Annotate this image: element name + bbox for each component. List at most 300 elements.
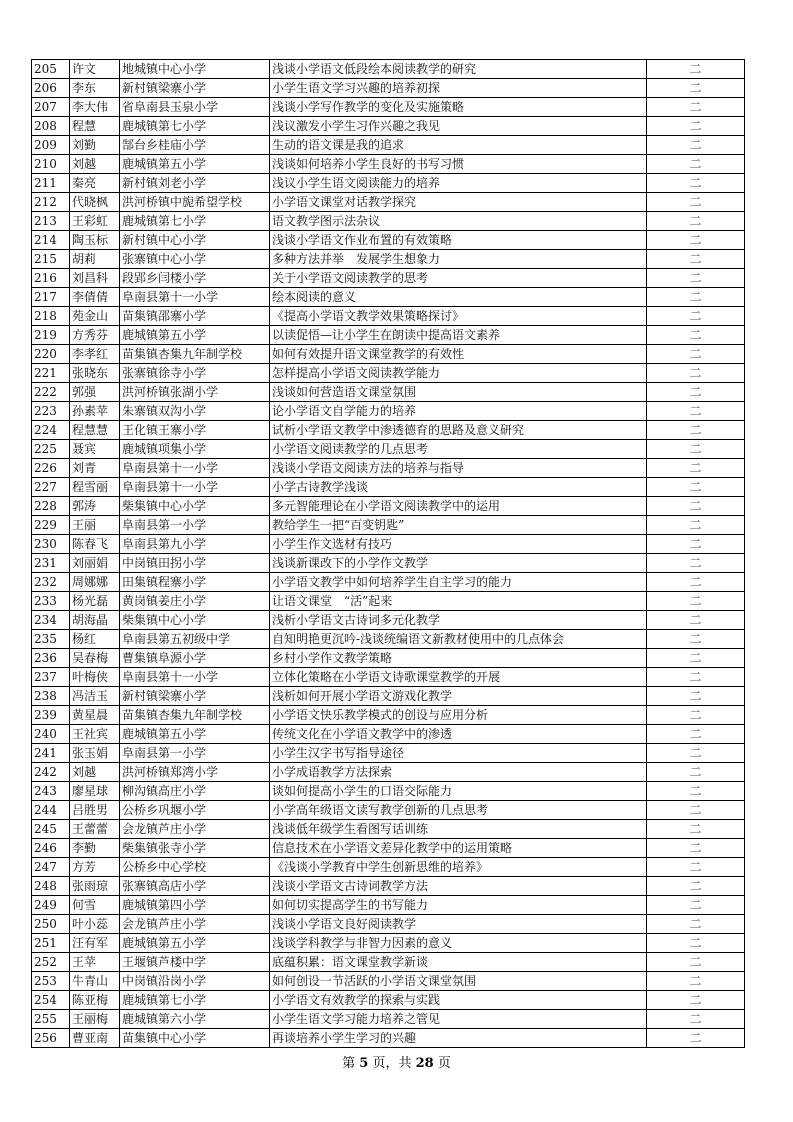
author-name-cell: 胡海晶 <box>70 611 120 630</box>
author-name-cell: 李大伟 <box>70 98 120 117</box>
school-name-cell: 阜南县第一小学 <box>120 744 270 763</box>
results-table <box>31 59 745 1048</box>
row-number-cell: 235 <box>32 630 70 649</box>
table-row <box>32 820 745 839</box>
school-name-cell: 苗集镇杏集九年制学校 <box>120 345 270 364</box>
author-name-cell: 黄星晨 <box>70 706 120 725</box>
author-name-cell: 王苹 <box>70 953 120 972</box>
author-name-cell: 李东 <box>70 79 120 98</box>
row-number-cell: 245 <box>32 820 70 839</box>
row-number-cell: 249 <box>32 896 70 915</box>
author-name-cell: 汪有军 <box>70 934 120 953</box>
award-grade-cell: 二 <box>647 307 745 326</box>
award-grade-cell: 二 <box>647 364 745 383</box>
school-name-cell: 张寨镇高店小学 <box>120 877 270 896</box>
award-grade-cell: 二 <box>647 953 745 972</box>
author-name-cell: 王社宾 <box>70 725 120 744</box>
table-row <box>32 706 745 725</box>
award-grade-cell: 二 <box>647 269 745 288</box>
author-name-cell: 刘越 <box>70 155 120 174</box>
row-number-cell: 206 <box>32 79 70 98</box>
row-number-cell: 247 <box>32 858 70 877</box>
paper-title-cell: 小学语文快乐教学模式的创设与应用分析 <box>270 706 647 725</box>
table-row <box>32 763 745 782</box>
author-name-cell: 何雪 <box>70 896 120 915</box>
paper-title-cell: 浅谈小学语文低段绘本阅读教学的研究 <box>270 60 647 79</box>
table-row <box>32 972 745 991</box>
row-number-cell: 254 <box>32 991 70 1010</box>
table-row <box>32 345 745 364</box>
row-number-cell: 217 <box>32 288 70 307</box>
school-name-cell: 张寨镇中心小学 <box>120 250 270 269</box>
school-name-cell: 王化镇王寨小学 <box>120 421 270 440</box>
paper-title-cell: 《浅谈小学教育中学生创新思维的培养》 <box>270 858 647 877</box>
row-number-cell: 230 <box>32 535 70 554</box>
paper-title-cell: 底蕴积累：语文课堂教学新谈 <box>270 953 647 972</box>
author-name-cell: 吕胜男 <box>70 801 120 820</box>
row-number-cell: 253 <box>32 972 70 991</box>
table-row <box>32 117 745 136</box>
school-name-cell: 柴集镇张寺小学 <box>120 839 270 858</box>
paper-title-cell: 浅谈学科教学与非智力因素的意义 <box>270 934 647 953</box>
author-name-cell: 陈春飞 <box>70 535 120 554</box>
award-grade-cell: 二 <box>647 820 745 839</box>
table-row <box>32 288 745 307</box>
school-name-cell: 阜南县第一小学 <box>120 516 270 535</box>
school-name-cell: 阜南县第十一小学 <box>120 478 270 497</box>
school-name-cell: 鹿城镇第五小学 <box>120 155 270 174</box>
author-name-cell: 陶玉标 <box>70 231 120 250</box>
award-grade-cell: 二 <box>647 193 745 212</box>
school-name-cell: 中岗镇沿岗小学 <box>120 972 270 991</box>
school-name-cell: 鹿城镇第五小学 <box>120 725 270 744</box>
school-name-cell: 鹿城镇第七小学 <box>120 991 270 1010</box>
row-number-cell: 223 <box>32 402 70 421</box>
paper-title-cell: 教给学生一把“百变钥匙” <box>270 516 647 535</box>
footer-suffix: 页 <box>433 1056 451 1071</box>
award-grade-cell: 二 <box>647 516 745 535</box>
row-number-cell: 221 <box>32 364 70 383</box>
row-number-cell: 226 <box>32 459 70 478</box>
row-number-cell: 212 <box>32 193 70 212</box>
row-number-cell: 246 <box>32 839 70 858</box>
author-name-cell: 陈亚梅 <box>70 991 120 1010</box>
award-grade-cell: 二 <box>647 250 745 269</box>
school-name-cell: 阜南县第十一小学 <box>120 668 270 687</box>
paper-title-cell: 让语文课堂 “活”起来 <box>270 592 647 611</box>
row-number-cell: 215 <box>32 250 70 269</box>
row-number-cell: 216 <box>32 269 70 288</box>
author-name-cell: 杨红 <box>70 630 120 649</box>
author-name-cell: 李孝红 <box>70 345 120 364</box>
paper-title-cell: 浅谈小学语文作业布置的有效策略 <box>270 231 647 250</box>
award-grade-cell: 二 <box>647 877 745 896</box>
author-name-cell: 秦亮 <box>70 174 120 193</box>
author-name-cell: 程慧 <box>70 117 120 136</box>
award-grade-cell: 二 <box>647 592 745 611</box>
table-row <box>32 136 745 155</box>
award-grade-cell: 二 <box>647 212 745 231</box>
school-name-cell: 鹿城镇项集小学 <box>120 440 270 459</box>
row-number-cell: 222 <box>32 383 70 402</box>
award-grade-cell: 二 <box>647 573 745 592</box>
table-row <box>32 174 745 193</box>
footer-prefix: 第 <box>342 1056 360 1071</box>
award-grade-cell: 二 <box>647 60 745 79</box>
award-grade-cell: 二 <box>647 915 745 934</box>
row-number-cell: 229 <box>32 516 70 535</box>
table-row <box>32 573 745 592</box>
author-name-cell: 刘昌科 <box>70 269 120 288</box>
author-name-cell: 方芳 <box>70 858 120 877</box>
paper-title-cell: 浅谈小学写作教学的变化及实施策略 <box>270 98 647 117</box>
row-number-cell: 252 <box>32 953 70 972</box>
paper-title-cell: 浅谈小学语文阅读方法的培养与指导 <box>270 459 647 478</box>
paper-title-cell: 浅谈小学语文古诗词教学方法 <box>270 877 647 896</box>
school-name-cell: 阜南县第十一小学 <box>120 288 270 307</box>
school-name-cell: 王堰镇芦楼中学 <box>120 953 270 972</box>
table-row <box>32 554 745 573</box>
table-row <box>32 60 745 79</box>
paper-title-cell: 浅谈如何培养小学生良好的书写习惯 <box>270 155 647 174</box>
paper-title-cell: 小学古诗教学浅谈 <box>270 478 647 497</box>
table-row <box>32 611 745 630</box>
page-footer <box>0 1052 793 1071</box>
school-name-cell: 新村镇中心小学 <box>120 231 270 250</box>
table-row <box>32 649 745 668</box>
school-name-cell: 苗集镇杏集九年制学校 <box>120 706 270 725</box>
award-grade-cell: 二 <box>647 117 745 136</box>
row-number-cell: 209 <box>32 136 70 155</box>
award-grade-cell: 二 <box>647 231 745 250</box>
table-row <box>32 858 745 877</box>
paper-title-cell: 小学高年级语文读写教学创新的几点思考 <box>270 801 647 820</box>
author-name-cell: 周娜娜 <box>70 573 120 592</box>
school-name-cell: 鹿城镇第五小学 <box>120 934 270 953</box>
school-name-cell: 苗集镇中心小学 <box>120 1029 270 1048</box>
author-name-cell: 刘丽娟 <box>70 554 120 573</box>
award-grade-cell: 二 <box>647 79 745 98</box>
row-number-cell: 248 <box>32 877 70 896</box>
school-name-cell: 新村镇梁寨小学 <box>120 79 270 98</box>
award-grade-cell: 二 <box>647 174 745 193</box>
table-row <box>32 782 745 801</box>
paper-title-cell: 浅析如何开展小学语文游戏化教学 <box>270 687 647 706</box>
table-row <box>32 877 745 896</box>
paper-title-cell: 立体化策略在小学语文诗歌课堂教学的开展 <box>270 668 647 687</box>
award-grade-cell: 二 <box>647 535 745 554</box>
row-number-cell: 227 <box>32 478 70 497</box>
author-name-cell: 曹亚南 <box>70 1029 120 1048</box>
table-row <box>32 896 745 915</box>
author-name-cell: 刘越 <box>70 763 120 782</box>
table-row <box>32 668 745 687</box>
total-page-count: 28 <box>415 1056 434 1071</box>
author-name-cell: 李倩倩 <box>70 288 120 307</box>
award-grade-cell: 二 <box>647 611 745 630</box>
school-name-cell: 柴集镇中心小学 <box>120 611 270 630</box>
award-grade-cell: 二 <box>647 801 745 820</box>
award-grade-cell: 二 <box>647 440 745 459</box>
author-name-cell: 王蕾蕾 <box>70 820 120 839</box>
table-row <box>32 421 745 440</box>
paper-title-cell: 小学成语教学方法探索 <box>270 763 647 782</box>
table-row <box>32 535 745 554</box>
paper-title-cell: 浅谈小学语文良好阅读教学 <box>270 915 647 934</box>
school-name-cell: 阜南县第九小学 <box>120 535 270 554</box>
award-grade-cell: 二 <box>647 972 745 991</box>
school-name-cell: 新村镇梁寨小学 <box>120 687 270 706</box>
school-name-cell: 鹿城镇第七小学 <box>120 212 270 231</box>
paper-title-cell: 浅议激发小学生习作兴趣之我见 <box>270 117 647 136</box>
row-number-cell: 213 <box>32 212 70 231</box>
award-grade-cell: 二 <box>647 136 745 155</box>
author-name-cell: 牛青山 <box>70 972 120 991</box>
school-name-cell: 柳沟镇高庄小学 <box>120 782 270 801</box>
table-row <box>32 725 745 744</box>
table-row <box>32 364 745 383</box>
paper-title-cell: 生动的语文课是我的追求 <box>270 136 647 155</box>
paper-title-cell: 浅议小学生语文阅读能力的培养 <box>270 174 647 193</box>
school-name-cell: 公桥乡巩堰小学 <box>120 801 270 820</box>
paper-title-cell: 浅谈新课改下的小学作文教学 <box>270 554 647 573</box>
table-row <box>32 592 745 611</box>
paper-title-cell: 小学生语文学习能力培养之管见 <box>270 1010 647 1029</box>
award-grade-cell: 二 <box>647 497 745 516</box>
row-number-cell: 224 <box>32 421 70 440</box>
award-grade-cell: 二 <box>647 706 745 725</box>
author-name-cell: 李勤 <box>70 839 120 858</box>
school-name-cell: 省阜南县玉泉小学 <box>120 98 270 117</box>
award-grade-cell: 二 <box>647 345 745 364</box>
row-number-cell: 211 <box>32 174 70 193</box>
row-number-cell: 208 <box>32 117 70 136</box>
award-grade-cell: 二 <box>647 554 745 573</box>
author-name-cell: 苑金山 <box>70 307 120 326</box>
table-row <box>32 307 745 326</box>
row-number-cell: 236 <box>32 649 70 668</box>
table-row <box>32 630 745 649</box>
row-number-cell: 210 <box>32 155 70 174</box>
table-row <box>32 744 745 763</box>
award-grade-cell: 二 <box>647 1029 745 1048</box>
paper-title-cell: 绘本阅读的意义 <box>270 288 647 307</box>
row-number-cell: 251 <box>32 934 70 953</box>
footer-middle: 页，共 <box>368 1056 416 1071</box>
school-name-cell: 朱寨镇双沟小学 <box>120 402 270 421</box>
award-grade-cell: 二 <box>647 763 745 782</box>
school-name-cell: 曹集镇阜源小学 <box>120 649 270 668</box>
table-row <box>32 269 745 288</box>
paper-title-cell: 小学生语文学习兴趣的培养初探 <box>270 79 647 98</box>
award-grade-cell: 二 <box>647 896 745 915</box>
row-number-cell: 231 <box>32 554 70 573</box>
award-grade-cell: 二 <box>647 744 745 763</box>
author-name-cell: 张玉娟 <box>70 744 120 763</box>
award-grade-cell: 二 <box>647 630 745 649</box>
table-row <box>32 687 745 706</box>
award-grade-cell: 二 <box>647 288 745 307</box>
table-row <box>32 991 745 1010</box>
award-grade-cell: 二 <box>647 668 745 687</box>
award-grade-cell: 二 <box>647 98 745 117</box>
school-name-cell: 段郢乡闫楼小学 <box>120 269 270 288</box>
row-number-cell: 228 <box>32 497 70 516</box>
table-row <box>32 98 745 117</box>
paper-title-cell: 小学语文有效教学的探索与实践 <box>270 991 647 1010</box>
table-row <box>32 212 745 231</box>
paper-title-cell: 多种方法并举 发展学生想象力 <box>270 250 647 269</box>
paper-title-cell: 自知明艳更沉吟-浅谈统编语文新教材使用中的几点体会 <box>270 630 647 649</box>
school-name-cell: 阜南县第五初级中学 <box>120 630 270 649</box>
paper-title-cell: 小学语文课堂对话教学探究 <box>270 193 647 212</box>
table-row <box>32 155 745 174</box>
table-row <box>32 801 745 820</box>
paper-title-cell: 再谈培养小学生学习的兴趣 <box>270 1029 647 1048</box>
table-row <box>32 915 745 934</box>
paper-title-cell: 《提高小学语文教学效果策略探讨》 <box>270 307 647 326</box>
school-name-cell: 鹿城镇第六小学 <box>120 1010 270 1029</box>
award-grade-cell: 二 <box>647 991 745 1010</box>
table-row <box>32 497 745 516</box>
award-grade-cell: 二 <box>647 725 745 744</box>
school-name-cell: 张寨镇徐寺小学 <box>120 364 270 383</box>
row-number-cell: 239 <box>32 706 70 725</box>
table-row <box>32 953 745 972</box>
paper-title-cell: 语文教学图示法杂议 <box>270 212 647 231</box>
current-page-number: 5 <box>359 1056 369 1071</box>
award-grade-cell: 二 <box>647 155 745 174</box>
row-number-cell: 205 <box>32 60 70 79</box>
school-name-cell: 会龙镇芦庄小学 <box>120 820 270 839</box>
row-number-cell: 255 <box>32 1010 70 1029</box>
row-number-cell: 243 <box>32 782 70 801</box>
author-name-cell: 胡莉 <box>70 250 120 269</box>
author-name-cell: 方秀芬 <box>70 326 120 345</box>
award-grade-cell: 二 <box>647 1010 745 1029</box>
school-name-cell: 中岗镇田拐小学 <box>120 554 270 573</box>
row-number-cell: 225 <box>32 440 70 459</box>
paper-title-cell: 小学生汉字书写指导途径 <box>270 744 647 763</box>
author-name-cell: 王彩虹 <box>70 212 120 231</box>
row-number-cell: 250 <box>32 915 70 934</box>
paper-title-cell: 以读促悟—让小学生在朗读中提高语文素养 <box>270 326 647 345</box>
award-grade-cell: 二 <box>647 687 745 706</box>
author-name-cell: 王丽梅 <box>70 1010 120 1029</box>
award-grade-cell: 二 <box>647 478 745 497</box>
author-name-cell: 刘青 <box>70 459 120 478</box>
author-name-cell: 刘勤 <box>70 136 120 155</box>
row-number-cell: 218 <box>32 307 70 326</box>
paper-title-cell: 多元智能理论在小学语文阅读教学中的运用 <box>270 497 647 516</box>
school-name-cell: 阜南县第十一小学 <box>120 459 270 478</box>
author-name-cell: 孙素苹 <box>70 402 120 421</box>
paper-title-cell: 乡村小学作文教学策略 <box>270 649 647 668</box>
author-name-cell: 王丽 <box>70 516 120 535</box>
author-name-cell: 代晓枫 <box>70 193 120 212</box>
row-number-cell: 214 <box>32 231 70 250</box>
table-row <box>32 478 745 497</box>
table-row <box>32 231 745 250</box>
row-number-cell: 233 <box>32 592 70 611</box>
school-name-cell: 洪河桥镇郑湾小学 <box>120 763 270 782</box>
row-number-cell: 238 <box>32 687 70 706</box>
school-name-cell: 苗集镇邵寨小学 <box>120 307 270 326</box>
table-row <box>32 440 745 459</box>
table-row <box>32 1029 745 1048</box>
author-name-cell: 叶小蕊 <box>70 915 120 934</box>
paper-title-cell: 谈如何提高小学生的口语交际能力 <box>270 782 647 801</box>
author-name-cell: 聂宾 <box>70 440 120 459</box>
author-name-cell: 程雪丽 <box>70 478 120 497</box>
results-table-body <box>32 60 745 1048</box>
row-number-cell: 232 <box>32 573 70 592</box>
author-name-cell: 吴春梅 <box>70 649 120 668</box>
award-grade-cell: 二 <box>647 649 745 668</box>
paper-title-cell: 怎样提高小学语文阅读教学能力 <box>270 364 647 383</box>
table-row <box>32 516 745 535</box>
author-name-cell: 张雨琼 <box>70 877 120 896</box>
row-number-cell: 220 <box>32 345 70 364</box>
row-number-cell: 234 <box>32 611 70 630</box>
author-name-cell: 郭强 <box>70 383 120 402</box>
paper-title-cell: 论小学语文自学能力的培养 <box>270 402 647 421</box>
school-name-cell: 公桥乡中心学校 <box>120 858 270 877</box>
paper-title-cell: 浅谈如何营造语文课堂氛围 <box>270 383 647 402</box>
table-row <box>32 1010 745 1029</box>
author-name-cell: 许文 <box>70 60 120 79</box>
award-grade-cell: 二 <box>647 839 745 858</box>
row-number-cell: 219 <box>32 326 70 345</box>
paper-title-cell: 浅析小学语文古诗词多元化教学 <box>270 611 647 630</box>
award-grade-cell: 二 <box>647 934 745 953</box>
paper-title-cell: 如何创设一节活跃的小学语文课堂氛围 <box>270 972 647 991</box>
school-name-cell: 洪河桥镇中旎希望学校 <box>120 193 270 212</box>
award-grade-cell: 二 <box>647 402 745 421</box>
school-name-cell: 郜台乡桂庙小学 <box>120 136 270 155</box>
award-grade-cell: 二 <box>647 782 745 801</box>
author-name-cell: 杨光磊 <box>70 592 120 611</box>
author-name-cell: 张晓东 <box>70 364 120 383</box>
paper-title-cell: 如何切实提高学生的书写能力 <box>270 896 647 915</box>
table-row <box>32 383 745 402</box>
row-number-cell: 244 <box>32 801 70 820</box>
table-row <box>32 79 745 98</box>
school-name-cell: 黄岗镇姜庄小学 <box>120 592 270 611</box>
table-row <box>32 326 745 345</box>
school-name-cell: 鹿城镇第七小学 <box>120 117 270 136</box>
school-name-cell: 鹿城镇第五小学 <box>120 326 270 345</box>
award-grade-cell: 二 <box>647 421 745 440</box>
author-name-cell: 廖星球 <box>70 782 120 801</box>
school-name-cell: 柴集镇中心小学 <box>120 497 270 516</box>
paper-title-cell: 试析小学语文教学中渗透德育的思路及意义研究 <box>270 421 647 440</box>
paper-title-cell: 小学生作文选材有技巧 <box>270 535 647 554</box>
school-name-cell: 洪河桥镇张湖小学 <box>120 383 270 402</box>
table-row <box>32 193 745 212</box>
author-name-cell: 郭涛 <box>70 497 120 516</box>
row-number-cell: 242 <box>32 763 70 782</box>
award-grade-cell: 二 <box>647 459 745 478</box>
award-grade-cell: 二 <box>647 858 745 877</box>
school-name-cell: 田集镇程寨小学 <box>120 573 270 592</box>
award-grade-cell: 二 <box>647 383 745 402</box>
table-row <box>32 934 745 953</box>
paper-title-cell: 如何有效提升语文课堂教学的有效性 <box>270 345 647 364</box>
school-name-cell: 会龙镇芦庄小学 <box>120 915 270 934</box>
paper-title-cell: 信息技术在小学语文差异化教学中的运用策略 <box>270 839 647 858</box>
award-grade-cell: 二 <box>647 326 745 345</box>
